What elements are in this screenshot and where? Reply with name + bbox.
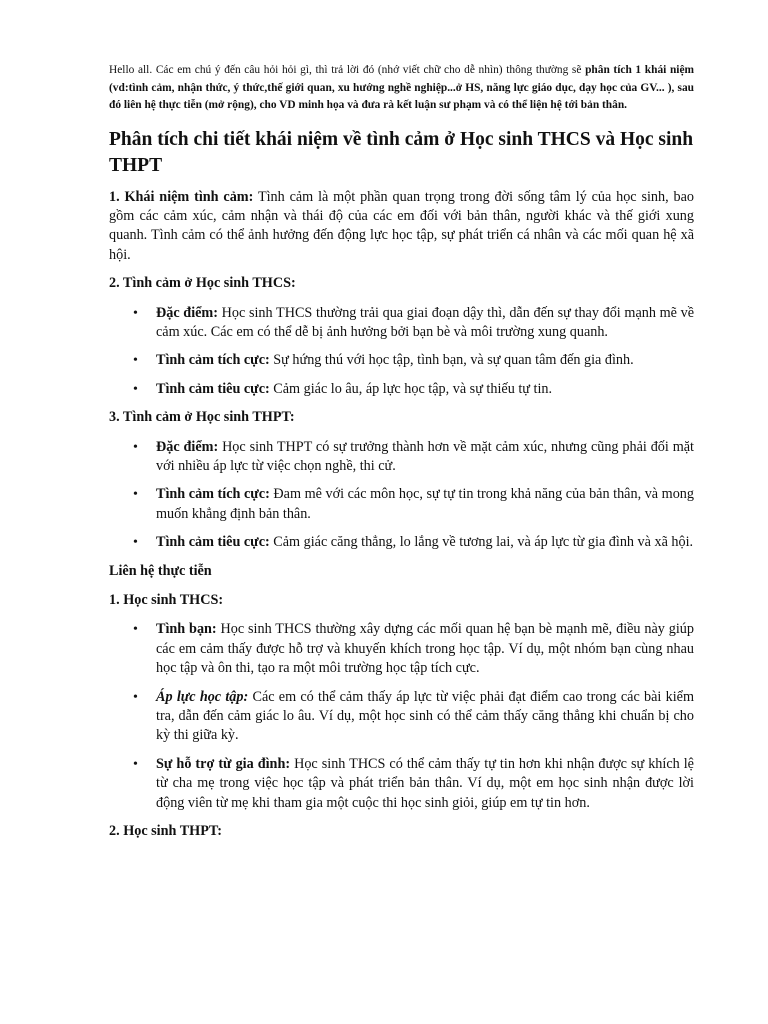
intro-text: Hello all. Các em chú ý đến câu hỏi hỏi gì, thì trả lời đó (nhớ viết chữ cho dễ nhìn) thông thường sẽ (109, 64, 586, 76)
list-item (109, 755, 694, 813)
item-text: Cảm giác căng thẳng, lo lắng về tương lai, và áp lực từ gia đình và xã hội. (269, 534, 694, 551)
intro-paragraph (109, 62, 694, 115)
item-label: Tình bạn: (156, 621, 217, 638)
list-item (109, 380, 694, 399)
concept-paragraph (109, 188, 694, 266)
item-label: Đặc điểm: (156, 438, 219, 455)
item-text: Cảm giác lo âu, áp lực học tập, và sự thiếu tự tin. (269, 380, 553, 397)
item-text: Các em có thể cảm thấy áp lực từ việc phải đạt điểm cao trong các bài kiểm tra, dẫn đến cảm giác lo âu. Ví dụ, một học sinh có thể cảm thấy căng thẳng khi chuẩn bị cho kỳ thi giữa kỳ. (156, 688, 694, 744)
item-label: Tình cảm tiêu cực: (156, 534, 270, 551)
practice-thpt-heading: 2. Học sinh THPT: (109, 823, 222, 840)
practice-thcs-list (109, 620, 694, 813)
document-page (109, 62, 694, 851)
bullet-icon: • (133, 689, 138, 705)
list-item (109, 620, 694, 678)
thpt-heading: 3. Tình cảm ở Học sinh THPT: (109, 409, 295, 426)
item-label: Sự hỗ trợ từ gia đình: (156, 755, 291, 772)
thcs-heading: 2. Tình cảm ở Học sinh THCS: (109, 275, 296, 292)
item-text: Đam mê với các môn học, sự tự tin trong khả năng của bản thân, và mong muốn khẳng định bản thân. (156, 486, 694, 522)
bullet-icon: • (133, 439, 138, 455)
list-item (109, 438, 694, 477)
practice-heading: Liên hệ thực tiễn (109, 562, 212, 579)
bullet-icon: • (133, 353, 138, 369)
bullet-icon: • (133, 487, 138, 503)
item-label: Áp lực học tập: (156, 688, 249, 705)
item-text: Học sinh THPT có sự trưởng thành hơn về mặt cảm xúc, nhưng cũng phải đối mặt với nhiều áp lực từ việc chọn nghề, thi cử. (156, 438, 694, 474)
thpt-list (109, 438, 694, 553)
concept-label: 1. Khái niệm tình cảm: (109, 188, 254, 205)
concept-text: Tình cảm là một phần quan trọng trong đời sống tâm lý của học sinh, bao gồm các cảm xúc, cảm nhận và thái độ của các em đối với bản thân, người khác và thế giới xung quanh. Tình cảm có thể ảnh hưởng đến động lực học tập, sự phát triển cá nhân và các mối quan hệ xã hội. (109, 188, 694, 263)
document-title: Phân tích chi tiết khái niệm về tình cảm ở Học sinh THCS và Học sinh THPT (109, 128, 694, 176)
item-label: Tình cảm tiêu cực: (156, 380, 270, 397)
list-item (109, 688, 694, 746)
list-item (109, 485, 694, 524)
bullet-icon: • (133, 381, 138, 397)
list-item (109, 304, 694, 343)
item-label: Tình cảm tích cực: (156, 486, 270, 503)
list-item (109, 351, 694, 370)
list-item (109, 533, 694, 552)
bullet-icon: • (133, 756, 138, 772)
bullet-icon: • (133, 535, 138, 551)
item-text: Học sinh THCS thường xây dựng các mối quan hệ bạn bè mạnh mẽ, điều này giúp các em cảm thấy được hỗ trợ và khuyến khích trong học tập. Ví dụ, một nhóm bạn cùng nhau học tập và ôn thi, tạo ra một môi trường học tập tích cực. (156, 621, 694, 677)
practice-thcs-heading: 1. Học sinh THCS: (109, 592, 224, 608)
item-label: Tình cảm tích cực: (156, 352, 270, 369)
bullet-icon: • (133, 622, 138, 638)
bullet-icon: • (133, 305, 138, 321)
item-label: Đặc điểm: (156, 304, 218, 321)
item-text: Sự hứng thú với học tập, tình bạn, và sự quan tâm đến gia đình. (269, 352, 634, 369)
item-text: Học sinh THCS thường trải qua giai đoạn dậy thì, dẫn đến sự thay đổi mạnh mẽ về cảm xúc. Các em có thể dễ bị ảnh hưởng bởi bạn bè và môi trường xung quanh. (156, 304, 694, 340)
thcs-list (109, 304, 694, 400)
intro-bold-text: phân tích 1 khái niệm (vd:tình cảm, nhận thức, ý thức,thế giới quan, xu hướng nghề nghiệp...ở HS, năng lực giáo dục, dạy học của GV... ), sau đó liên hệ thực tiễn (mở rộng), cho VD minh họa và đưa rà kết luận sư phạm và có thể liện hệ tới bản thân. (109, 64, 694, 111)
item-text: Học sinh THCS có thể cảm thấy tự tin hơn khi nhận được sự khích lệ từ cha mẹ trong việc học tập và phát triển bản thân. Ví dụ, một em học sinh nhận được lời động viên từ mẹ khi tham gia một cuộc thi học sinh giỏi, giúp em tự tin hơn. (156, 755, 694, 811)
